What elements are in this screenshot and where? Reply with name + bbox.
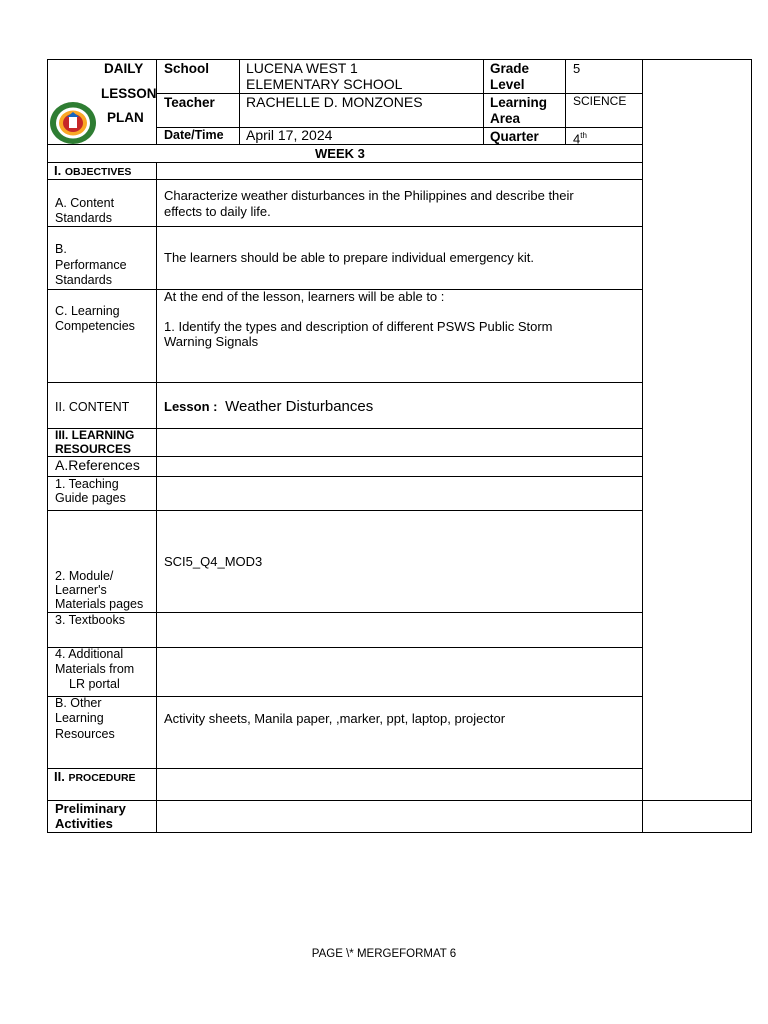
resources-label-1: III. LEARNING — [55, 428, 135, 442]
other-resources-value: Activity sheets, Manila paper, ,marker, ppt, laptop, projector — [164, 711, 506, 726]
procedure-number: II. — [54, 769, 65, 784]
performance-value: The learners should be able to prepare individual emergency kit. — [164, 250, 534, 265]
objectives-heading — [54, 163, 131, 180]
module-label-1: 2. Module/ — [55, 569, 114, 583]
teacher-label: Teacher — [164, 95, 215, 110]
content-standards-value-1: Characterize weather disturbances in the Philippines and describe their — [164, 188, 574, 203]
module-label-2: Learner's — [55, 583, 107, 597]
preliminary-label-1: Preliminary — [55, 801, 126, 816]
quarter-label: Quarter — [490, 129, 539, 144]
objectives-label: OBJECTIVES — [64, 166, 132, 178]
competencies-label-2: Competencies — [55, 319, 135, 333]
title-lesson: LESSON — [101, 86, 157, 101]
learning-area-label-line1: Learning — [490, 95, 548, 110]
textbooks-label: 3. Textbooks — [55, 613, 125, 627]
page-footer: PAGE \* MERGEFORMAT 6 — [311, 948, 457, 960]
school-value-line2: ELEMENTARY SCHOOL — [246, 76, 403, 92]
competencies-value-2: 1. Identify the types and description of different PSWS Public Storm — [164, 319, 553, 334]
title-daily: DAILY — [104, 61, 144, 76]
quarter-value — [573, 128, 587, 146]
school-label: School — [164, 61, 210, 76]
lesson-value: Weather Disturbances — [225, 398, 374, 415]
performance-label-3: Standards — [55, 273, 112, 287]
content-label: II. CONTENT — [55, 400, 130, 414]
teaching-guide-label-2: Guide pages — [55, 491, 126, 505]
week-heading: WEEK 3 — [315, 146, 365, 161]
title-plan: PLAN — [107, 110, 144, 125]
grade-value: 5 — [573, 61, 581, 76]
objectives-number: I. — [54, 163, 62, 178]
lesson-line — [164, 399, 373, 414]
resources-label-2: RESOURCES — [55, 442, 132, 456]
other-resources-label-3: Resources — [55, 727, 115, 741]
date-value: April 17, 2024 — [246, 127, 333, 143]
competencies-label-1: C. Learning — [55, 304, 120, 318]
learning-area-value: SCIENCE — [573, 94, 627, 108]
competencies-value-1: At the end of the lesson, learners will be able to : — [164, 289, 445, 304]
school-value-line1: LUCENA WEST 1 — [246, 60, 358, 76]
school-seal-logo — [49, 101, 97, 145]
content-standards-label-1: A. Content — [55, 196, 115, 210]
procedure-heading — [54, 769, 136, 786]
other-resources-label-1: B. Other — [55, 696, 102, 710]
quarter-number: 4 — [573, 131, 581, 147]
additional-label-3: LR portal — [69, 677, 120, 691]
learning-area-label-line2: Area — [490, 111, 521, 126]
date-label: Date/Time — [164, 128, 224, 142]
teacher-value: RACHELLE D. MONZONES — [246, 94, 423, 110]
additional-label-1: 4. Additional — [55, 647, 124, 661]
content-standards-value-2: effects to daily life. — [164, 204, 271, 219]
module-label-3: Materials pages — [55, 597, 144, 611]
module-value: SCI5_Q4_MOD3 — [164, 554, 263, 569]
teaching-guide-label-1: 1. Teaching — [55, 477, 119, 491]
preliminary-label-2: Activities — [55, 816, 113, 831]
competencies-value-3: Warning Signals — [164, 334, 259, 349]
content-standards-label-2: Standards — [55, 211, 112, 225]
additional-label-2: Materials from — [55, 662, 135, 676]
quarter-suffix: th — [580, 131, 587, 140]
other-resources-label-2: Learning — [55, 711, 104, 725]
performance-label-2: Performance — [55, 258, 127, 272]
grade-label-line2: Level — [490, 77, 525, 92]
references-label: A.References — [55, 457, 140, 473]
procedure-label: PROCEDURE — [68, 772, 136, 784]
grade-label-line1: Grade — [490, 61, 530, 76]
lesson-label: Lesson : — [164, 399, 218, 414]
performance-label-1: B. — [55, 242, 67, 256]
